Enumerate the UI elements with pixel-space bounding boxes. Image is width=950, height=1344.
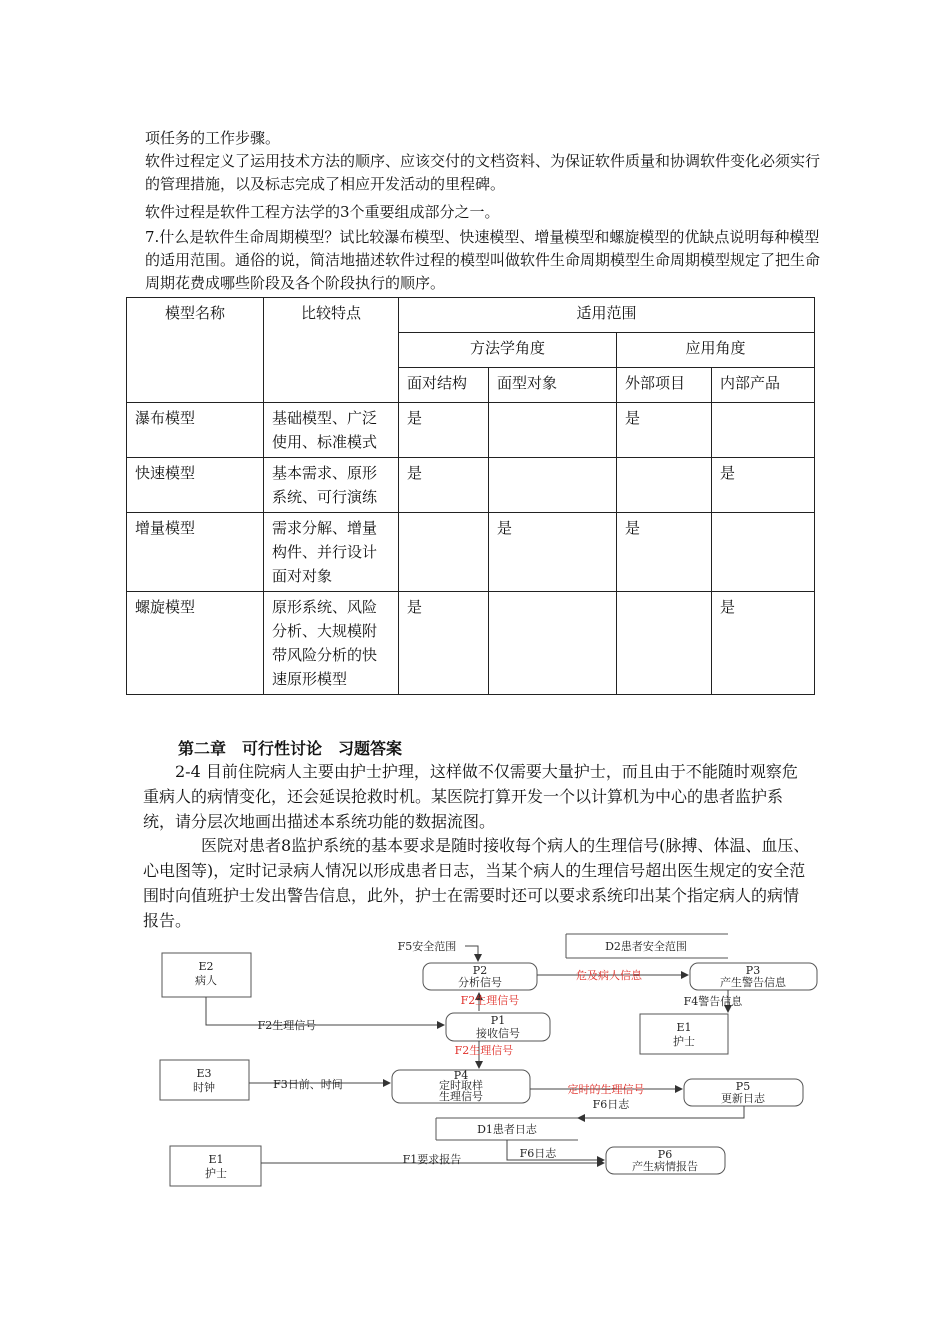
chapter-heading: 第二章 可行性讨论 习题答案 bbox=[178, 739, 403, 758]
chapter-para-1: 2-4 目前住院病人主要由护士护理，这样做不仅需要大量护士，而且由于不能随时观察危重病人的病情变化，还会延误抢救时机。某医院打算开发一个以计算机为中心的患者监护系统，请分层次地画出描述本系统功能的数据流图。 bbox=[143, 762, 798, 831]
cell-external bbox=[617, 458, 712, 513]
cell-object bbox=[489, 592, 617, 695]
p5-id: P5 bbox=[735, 1080, 751, 1093]
f2-left-label: F2生理信号 bbox=[257, 1019, 317, 1032]
d2-label: D2患者安全范围 bbox=[605, 940, 687, 953]
timed-label: 定时的生理信号 bbox=[567, 1083, 645, 1096]
intro-line-3: 软件过程是软件工程方法学的3个重要组成部分之一。 bbox=[145, 203, 500, 221]
flow-f5 bbox=[465, 946, 478, 961]
cell-external: 是 bbox=[617, 403, 712, 458]
entity-e3 bbox=[160, 1060, 249, 1100]
header-application: 应用角度 bbox=[617, 333, 815, 368]
chapter-para-2: 医院对患者8监护系统的基本要求是随时接收每个病人的生理信号(脉搏、体温、血压、心电图等)，定时记录病人情况以形成患者日志，当某个病人的生理信号超出医生规定的安全范围时向值班护士发出警告信息，此外，护士在需要时还可以要求系统印出某个指定病人的病情报告。 bbox=[143, 836, 810, 930]
e2-label: 病人 bbox=[195, 974, 217, 987]
p6-id: P6 bbox=[657, 1148, 673, 1161]
header-scope: 适用范围 bbox=[399, 298, 815, 333]
cell-feature: 原形系统、风险分析、大规模附带风险分析的快速原形模型 bbox=[264, 592, 399, 695]
e3-id: E3 bbox=[196, 1067, 212, 1080]
e1b-label: 护士 bbox=[205, 1167, 227, 1180]
cell-feature: 需求分解、增量构件、并行设计面对对象 bbox=[264, 513, 399, 592]
cell-internal: 是 bbox=[712, 458, 815, 513]
p3-id: P3 bbox=[745, 964, 761, 977]
cell-internal bbox=[712, 403, 815, 458]
data-flow-diagram bbox=[0, 925, 950, 1195]
model-comparison-table bbox=[126, 297, 815, 695]
header-structured: 面对结构 bbox=[399, 368, 489, 403]
header-feature: 比较特点 bbox=[264, 298, 399, 403]
f5-label: F5安全范围 bbox=[397, 940, 457, 953]
cell-internal: 是 bbox=[712, 592, 815, 695]
f4-label: F4警告信息 bbox=[683, 995, 743, 1008]
f2-top-label: F2生理信号 bbox=[460, 994, 520, 1007]
p4-id: P4 bbox=[453, 1069, 469, 1082]
cell-object: 是 bbox=[489, 513, 617, 592]
header-internal: 内部产品 bbox=[712, 368, 815, 403]
cell-feature: 基础模型、广泛使用、标准模式 bbox=[264, 403, 399, 458]
cell-object bbox=[489, 458, 617, 513]
header-object: 面型对象 bbox=[489, 368, 617, 403]
intro-line-4: 7.什么是软件生命周期模型？试比较瀑布模型、快速模型、增量模型和螺旋模型的优缺点说明每种模型的适用范围。通俗的说，简洁地描述软件过程的模型叫做软件生命周期模型生命周期模型规定了把生命周期花费成哪些阶段及各个阶段执行的顺序。 bbox=[145, 228, 821, 292]
p1-label: 接收信号 bbox=[476, 1027, 520, 1040]
table-row bbox=[127, 592, 815, 695]
cell-name: 增量模型 bbox=[127, 513, 264, 592]
cell-name: 螺旋模型 bbox=[127, 592, 264, 695]
f1-label: F1要求报告 bbox=[402, 1153, 462, 1166]
p3-label: 产生警告信息 bbox=[720, 976, 786, 989]
header-model-name: 模型名称 bbox=[127, 298, 264, 403]
p1-id: P1 bbox=[490, 1014, 506, 1027]
table-row bbox=[127, 403, 815, 458]
table-row bbox=[127, 458, 815, 513]
flow-f2-left bbox=[206, 997, 444, 1025]
p4-label1: 定时取样 bbox=[439, 1079, 483, 1092]
p2-label: 分析信号 bbox=[458, 976, 502, 989]
header-method: 方法学角度 bbox=[399, 333, 617, 368]
d1-label: D1患者日志 bbox=[477, 1123, 537, 1136]
e1a-id: E1 bbox=[676, 1021, 692, 1034]
cell-struct bbox=[399, 513, 489, 592]
p6-label: 产生病情报告 bbox=[632, 1160, 698, 1173]
cell-external: 是 bbox=[617, 513, 712, 592]
entity-e1-right bbox=[640, 1014, 728, 1054]
cell-name: 瀑布模型 bbox=[127, 403, 264, 458]
cell-external bbox=[617, 592, 712, 695]
p2-id: P2 bbox=[472, 964, 488, 977]
p4-label2: 生理信号 bbox=[439, 1090, 483, 1103]
e1b-id: E1 bbox=[208, 1153, 224, 1166]
cell-struct: 是 bbox=[399, 458, 489, 513]
f2-mid-label: F2生理信号 bbox=[454, 1044, 514, 1057]
e1a-label: 护士 bbox=[673, 1035, 695, 1048]
f6a-label: F6日志 bbox=[592, 1098, 630, 1111]
cell-struct: 是 bbox=[399, 592, 489, 695]
e3-label: 时钟 bbox=[193, 1081, 215, 1094]
cell-feature: 基本需求、原形系统、可行演练 bbox=[264, 458, 399, 513]
e2-id: E2 bbox=[198, 960, 214, 973]
cell-object bbox=[489, 403, 617, 458]
danger-label: 危及病人信息 bbox=[576, 969, 642, 982]
f6b-label: F6日志 bbox=[519, 1147, 557, 1160]
p5-label: 更新日志 bbox=[721, 1092, 765, 1105]
intro-line-1: 项任务的工作步骤。 bbox=[145, 129, 281, 147]
cell-struct: 是 bbox=[399, 403, 489, 458]
cell-name: 快速模型 bbox=[127, 458, 264, 513]
f3-label: F3日前、时间 bbox=[273, 1078, 343, 1091]
entity-e1-bottom bbox=[170, 1146, 261, 1186]
intro-line-2: 软件过程定义了运用技术方法的顺序、应该交付的文档资料、为保证软件质量和协调软件变化必须实行的管理措施，以及标志完成了相应开发活动的里程碑。 bbox=[145, 152, 821, 193]
header-external: 外部项目 bbox=[617, 368, 712, 403]
table-row bbox=[127, 513, 815, 592]
cell-internal bbox=[712, 513, 815, 592]
